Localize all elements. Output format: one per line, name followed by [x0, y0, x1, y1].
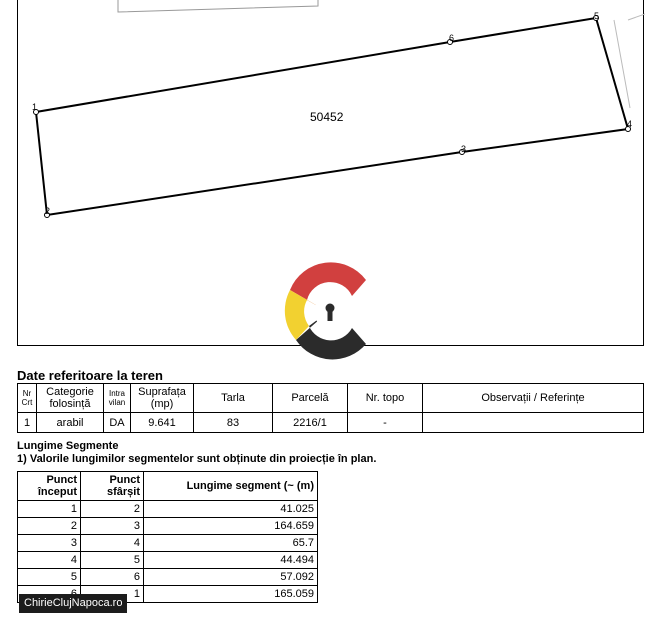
header-observatii: Observații / Referințe: [423, 384, 644, 413]
cell-end: 5: [81, 552, 144, 569]
header-parcela: Parcelă: [273, 384, 348, 413]
point-label-1: 1: [32, 102, 38, 112]
header-suprafata: Suprafața (mp): [131, 384, 194, 413]
land-table: [17, 383, 644, 433]
cell-length: 41.025: [144, 501, 318, 518]
header-nr-topo: Nr. topo: [348, 384, 423, 413]
header-nr: Nr Crt: [18, 384, 37, 413]
table-row: [18, 535, 318, 552]
header-categorie: Categorie folosință: [37, 384, 104, 413]
cell-start: 2: [18, 518, 81, 535]
cell-length: 57.092: [144, 569, 318, 586]
point-label-2: 2: [45, 206, 51, 216]
cell-end: 1: [81, 586, 144, 603]
cell-length: 44.494: [144, 552, 318, 569]
table-row: [18, 552, 318, 569]
point-label-3: 3: [461, 144, 467, 154]
table-row: [18, 501, 318, 518]
segments-note: 1) Valorile lungimilor segmentelor sunt obținute din proiecție în plan.: [17, 453, 377, 465]
cell-length: 65.7: [144, 535, 318, 552]
table-row: [18, 413, 644, 433]
watermark-badge: ChirieClujNapoca.ro: [19, 594, 127, 613]
segments-title: Lungime Segmente: [17, 440, 119, 452]
cell-tarla: 83: [194, 413, 273, 433]
cell-nr-topo: -: [348, 413, 423, 433]
parcel-id: 50452: [310, 110, 344, 124]
cell-end: 2: [81, 501, 144, 518]
cell-start: 4: [18, 552, 81, 569]
table-row: [18, 518, 318, 535]
header-start: Punct început: [18, 472, 81, 501]
cell-start: 1: [18, 501, 81, 518]
table-row: [18, 569, 318, 586]
cell-nr: 1: [18, 413, 37, 433]
segments-table-header: [18, 472, 318, 501]
segments-table: [17, 471, 318, 603]
cell-categorie: arabil: [37, 413, 104, 433]
neighbor-outline: [118, 0, 318, 12]
header-length: Lungime segment (~ (m): [144, 472, 318, 501]
cell-suprafata: 9.641: [131, 413, 194, 433]
cell-length: 164.659: [144, 518, 318, 535]
land-section-title: Date referitoare la teren: [17, 368, 163, 383]
cell-length: 165.059: [144, 586, 318, 603]
cell-end: 3: [81, 518, 144, 535]
cell-end: 6: [81, 569, 144, 586]
cell-parcela: 2216/1: [273, 413, 348, 433]
cell-start: 5: [18, 569, 81, 586]
land-table-header: [18, 384, 644, 413]
header-tarla: Tarla: [194, 384, 273, 413]
key-logo-icon: [278, 262, 378, 362]
header-intravilan: Intra vilan: [104, 384, 131, 413]
header-end: Punct sfârșit: [81, 472, 144, 501]
cell-start: 3: [18, 535, 81, 552]
cell-observatii: [423, 413, 644, 433]
cell-intravilan: DA: [104, 413, 131, 433]
cell-end: 4: [81, 535, 144, 552]
point-label-6: 6: [449, 33, 455, 43]
point-label-5: 5: [594, 11, 600, 21]
point-label-4: 4: [627, 119, 633, 129]
